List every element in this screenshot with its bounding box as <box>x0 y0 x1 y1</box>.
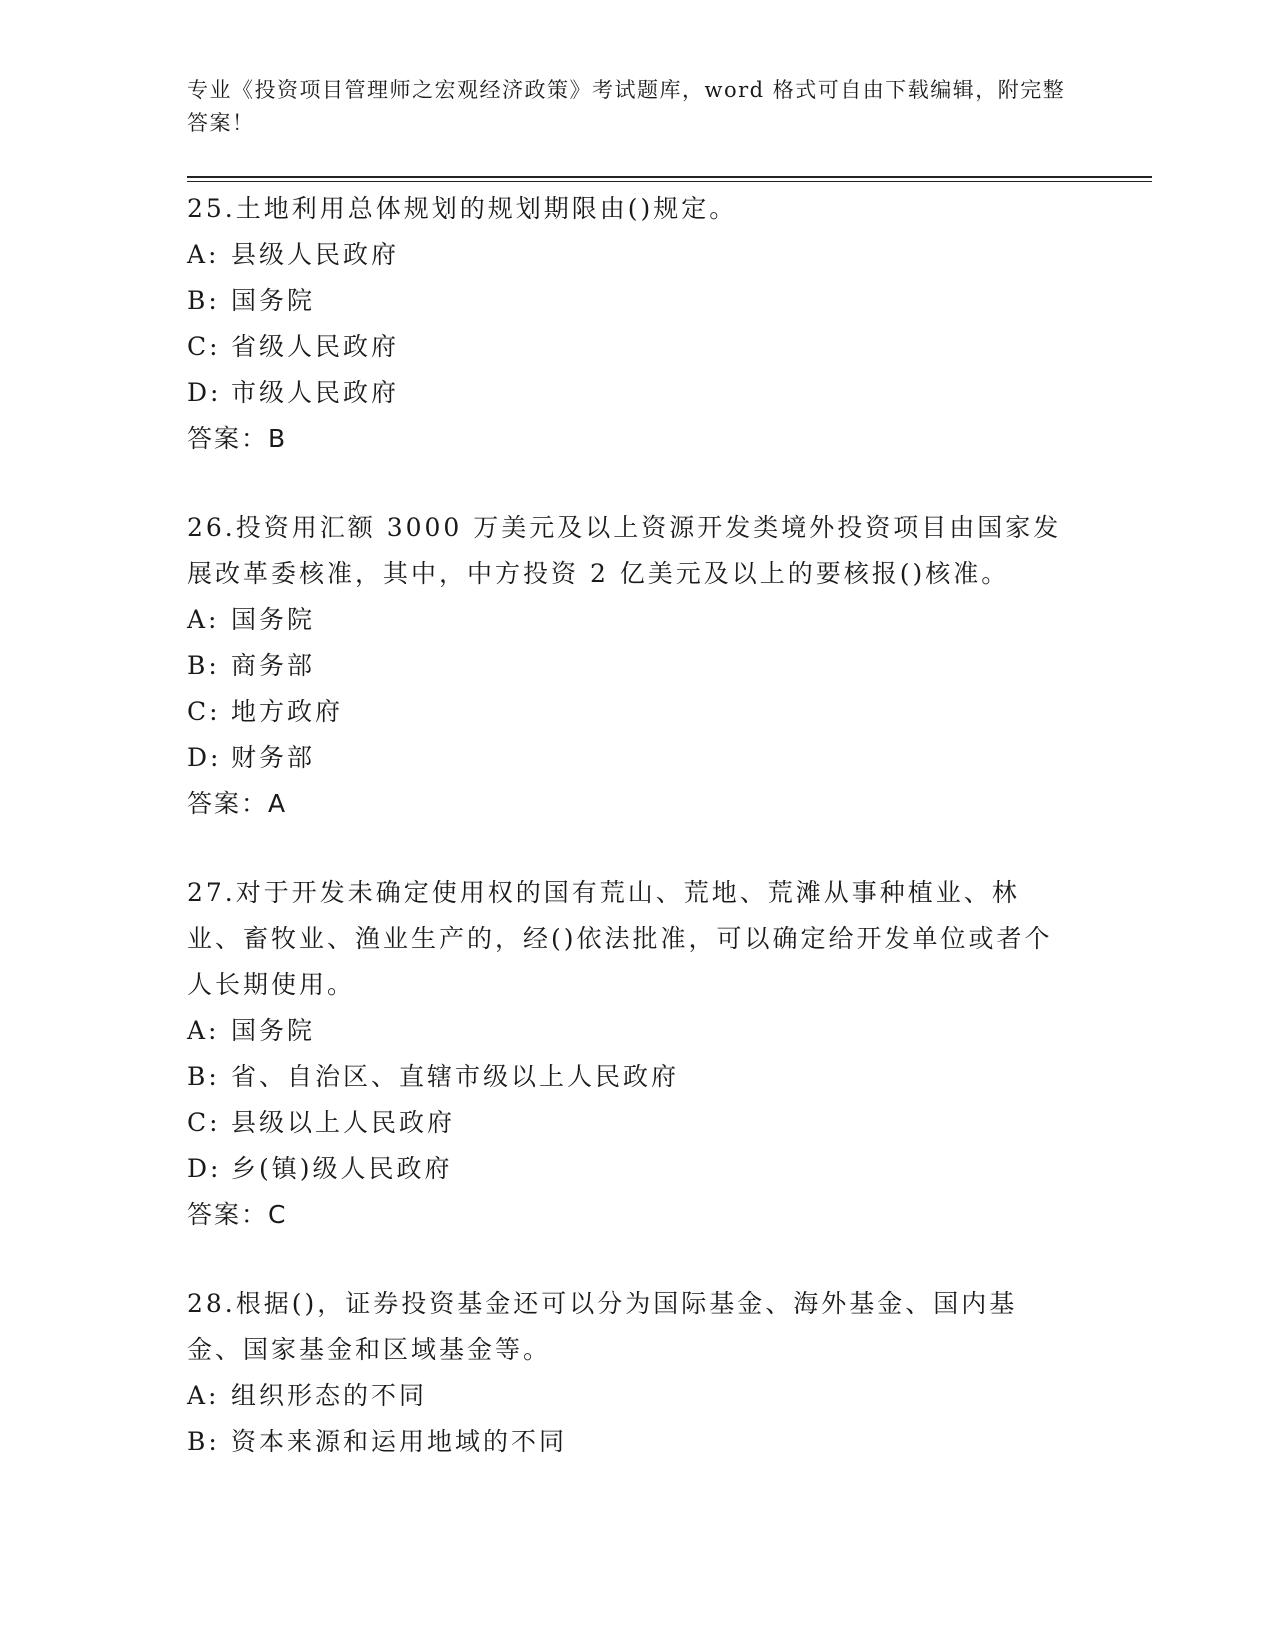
option-c <box>187 324 1152 370</box>
option-key: A: <box>187 1016 220 1045</box>
option-key: A: <box>187 605 220 634</box>
answer-line: 答案：C <box>187 1200 288 1229</box>
option-a <box>187 1373 1152 1419</box>
option-a <box>187 1008 1152 1054</box>
option-a <box>187 232 1152 278</box>
option-text: 商务部 <box>231 651 316 680</box>
question-stem: 26.投资用汇额 3000 万美元及以上资源开发类境外投资项目由国家发展改革委核准，其中，中方投资 2 亿美元及以上的要核报()核准。 <box>187 513 1062 588</box>
option-key: C: <box>187 697 221 726</box>
question-stem: 27.对于开发未确定使用权的国有荒山、荒地、荒滩从事种植业、林业、畜牧业、渔业生产的，经()依法批准，可以确定给开发单位或者个人长期使用。 <box>187 878 1053 999</box>
option-text: 乡(镇)级人民政府 <box>231 1154 453 1183</box>
option-text: 国务院 <box>231 1016 316 1045</box>
option-a <box>187 597 1152 643</box>
option-text: 市级人民政府 <box>231 378 400 407</box>
option-b <box>187 1054 1152 1100</box>
option-c <box>187 689 1152 735</box>
option-text: 县级以上人民政府 <box>231 1108 456 1137</box>
option-text: 组织形态的不同 <box>231 1381 428 1410</box>
option-key: C: <box>187 1108 221 1137</box>
option-text: 地方政府 <box>231 697 344 726</box>
option-key: A: <box>187 240 220 269</box>
option-text: 省、自治区、直辖市级以上人民政府 <box>231 1062 680 1091</box>
option-text: 国务院 <box>231 286 316 315</box>
option-key: B: <box>187 1427 220 1456</box>
option-d <box>187 735 1152 781</box>
option-key: C: <box>187 332 221 361</box>
option-c <box>187 1100 1152 1146</box>
option-key: D: <box>187 743 222 772</box>
option-text: 财务部 <box>231 743 316 772</box>
option-key: B: <box>187 651 220 680</box>
option-key: B: <box>187 1062 220 1091</box>
option-key: A: <box>187 1381 220 1410</box>
answer-line: 答案：B <box>187 424 288 453</box>
option-key: B: <box>187 286 220 315</box>
document-header: 专业《投资项目管理师之宏观经济政策》考试题库，word 格式可自由下载编辑，附完整答案！ <box>187 78 1066 135</box>
header-divider <box>187 176 1152 182</box>
document-page <box>187 74 1152 1508</box>
option-text: 资本来源和运用地域的不同 <box>231 1427 568 1456</box>
question-26 <box>187 505 1152 827</box>
option-b <box>187 278 1152 324</box>
question-27 <box>187 870 1152 1238</box>
answer-line: 答案：A <box>187 789 288 818</box>
option-d <box>187 1146 1152 1192</box>
option-d <box>187 370 1152 416</box>
option-key: D: <box>187 1154 222 1183</box>
option-key: D: <box>187 378 222 407</box>
option-text: 省级人民政府 <box>231 332 400 361</box>
question-28 <box>187 1281 1152 1465</box>
question-25 <box>187 186 1152 462</box>
question-stem: 28.根据()，证券投资基金还可以分为国际基金、海外基金、国内基金、国家基金和区域基金等。 <box>187 1289 1018 1364</box>
option-b <box>187 1419 1152 1465</box>
question-list <box>187 186 1152 1465</box>
option-text: 县级人民政府 <box>231 240 400 269</box>
option-b <box>187 643 1152 689</box>
option-text: 国务院 <box>231 605 316 634</box>
question-stem: 25.土地利用总体规划的规划期限由()规定。 <box>187 194 738 223</box>
